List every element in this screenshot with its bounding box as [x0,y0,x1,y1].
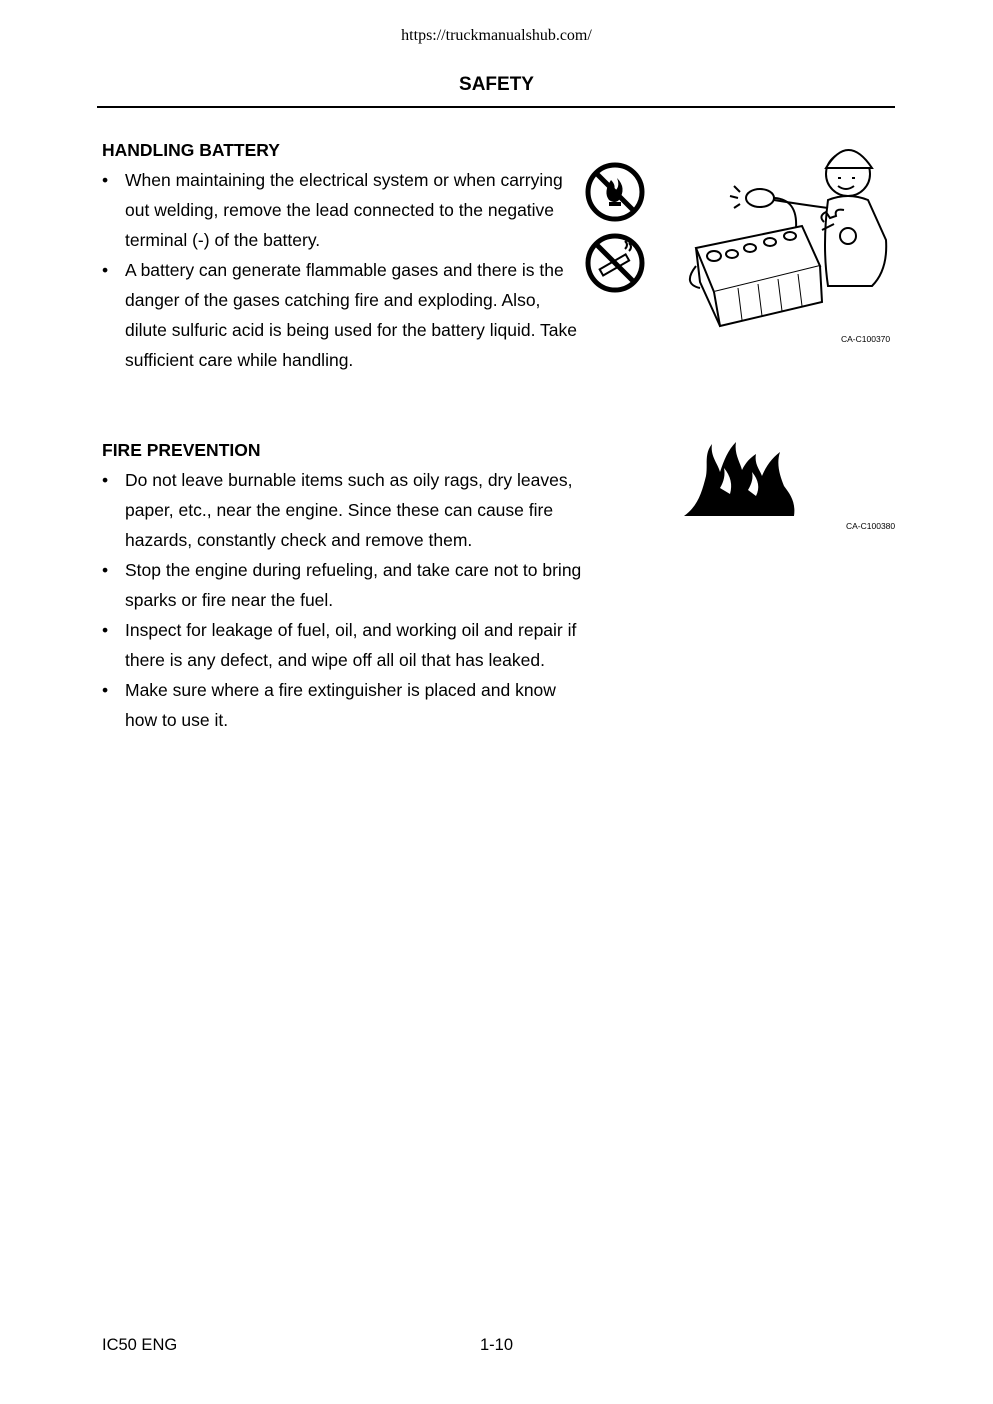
page-number: 1-10 [479,1336,514,1354]
section-title-handling-battery: HANDLING BATTERY [102,140,280,160]
source-url[interactable]: https://truckmanualshub.com/ [401,27,592,44]
list-item: • When maintaining the electrical system or when carrying out welding, remove the lead connected to the negative terminal (-) of the battery. [102,165,582,255]
figure-code-fire: CA-C100380 [846,521,896,531]
list-item: • Do not leave burnable items such as oily rags, dry leaves, paper, etc., near the engine. Since these can cause fire hazards, constantly check and remove them. [102,465,582,555]
footer-doc-id: IC50 ENG [102,1336,178,1354]
list-item: • Stop the engine during refueling, and take care not to bring sparks or fire near the fuel. [102,555,582,615]
battery-worker-illustration [678,138,896,330]
no-smoking-icon [585,233,645,293]
page-title: SAFETY [459,74,534,95]
handling-battery-list [102,165,582,375]
header-rule [97,106,895,108]
figure-code-battery: CA-C100370 [841,334,891,344]
list-item: • Make sure where a fire extinguisher is placed and know how to use it. [102,675,582,735]
fire-prevention-list [102,465,582,735]
fire-icon [684,436,798,518]
section-title-fire-prevention: FIRE PREVENTION [102,440,261,460]
list-item: • A battery can generate flammable gases and there is the danger of the gases catching fire and exploding. Also, dilute sulfuric acid is being used for the battery liquid. Take sufficient care while handling. [102,255,582,375]
no-open-flame-icon [585,162,645,222]
list-item: • Inspect for leakage of fuel, oil, and working oil and repair if there is any defect, and wipe off all oil that has leaked. [102,615,582,675]
